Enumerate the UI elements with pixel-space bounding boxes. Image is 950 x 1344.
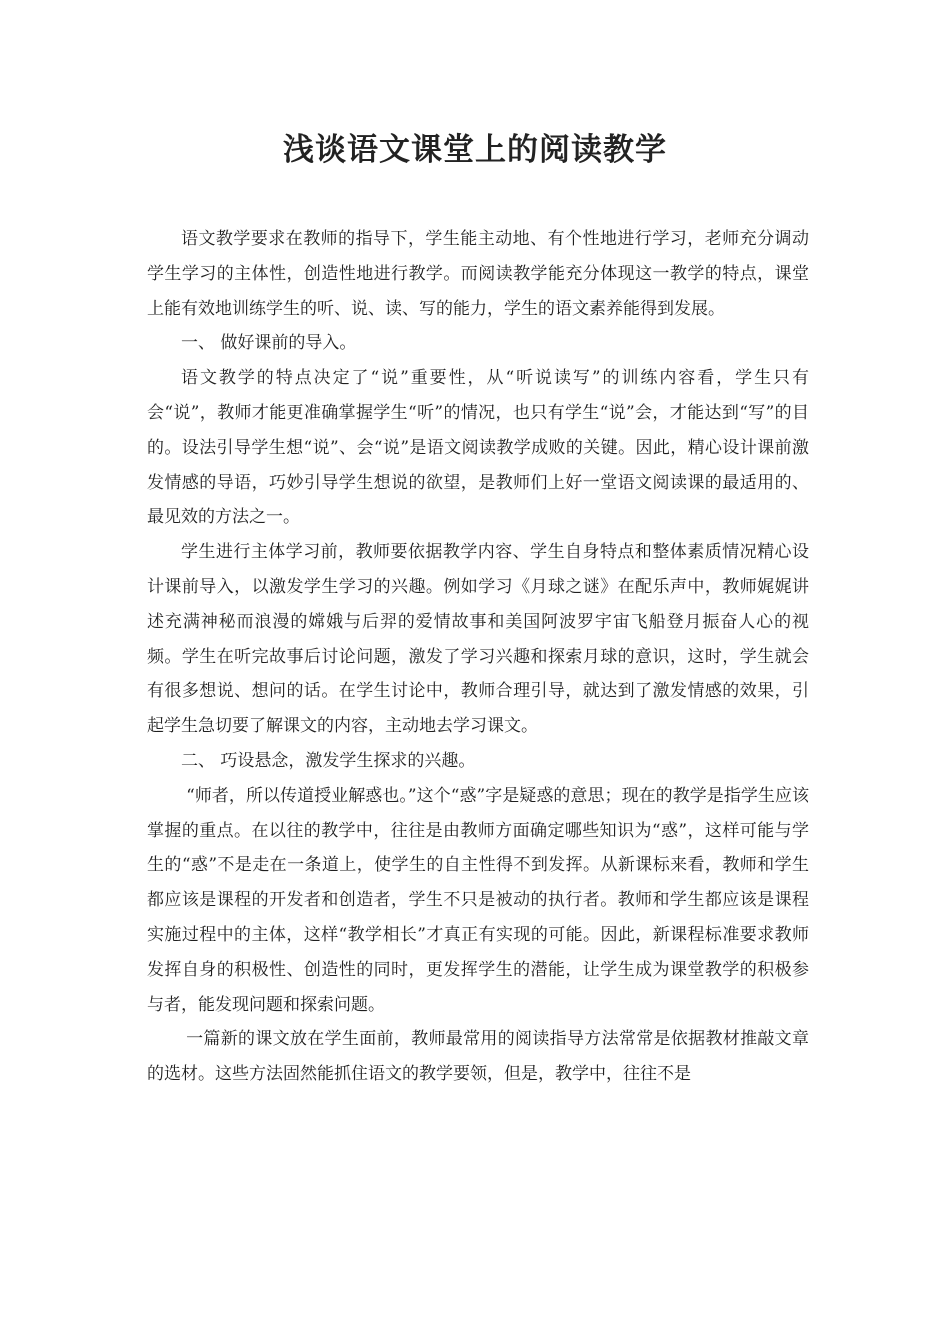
paragraph-intro: 语文教学要求在教师的指导下，学生能主动地、有个性地进行学习，老师充分调动学生学习的主体性，创造性地进行教学。而阅读教学能充分体现这一教学的特点，课堂上能有效地训练学生的听、说、读、写的能力，学生的语文素养能得到发展。 <box>147 229 809 319</box>
paragraph-new-text: 一篇新的课文放在学生面前，教师最常用的阅读指导方法常常是依据教材推敲文章的选材。这些方法固然能抓住语文的教学要领，但是，教学中，往往不是 <box>147 1029 809 1085</box>
section-heading-2: 二、 巧设悬念，激发学生探求的兴趣。 <box>181 750 476 771</box>
section-heading-1: 一、 做好课前的导入。 <box>181 333 357 354</box>
document-body <box>147 222 809 1092</box>
paragraph-lead-in-example: 学生进行主体学习前，教师要依据教学内容、学生自身特点和整体素质情况精心设计课前导入，以激发学生学习的兴趣。例如学习《月球之谜》在配乐声中，教师娓娓讲述充满神秘而浪漫的嫦娥与后羿的爱情故事和美国阿波罗宇宙飞船登月振奋人心的视频。学生在听完故事后讨论问题，激发了学习兴趣和探索月球的意识，这时，学生就会有很多想说、想问的话。在学生讨论中，教师合理引导，就达到了激发情感的效果，引起学生急切要了解课文的内容，主动地去学习课文。 <box>147 542 809 737</box>
paragraph-doubts: “师者，所以传道授业解惑也。”这个“惑”字是疑惑的意思；现在的教学是指学生应该掌握的重点。在以往的教学中，往往是由教师方面确定哪些知识为“惑”，这样可能与学生的“惑”不是走在一条道上，使学生的自主性得不到发挥。从新课标来看，教师和学生都应该是课程的开发者和创造者，学生不只是被动的执行者。教师和学生都应该是课程实施过程中的主体，这样“教学相长”才真正有实现的可能。因此，新课程标准要求教师发挥自身的积极性、创造性的同时，更发挥学生的潜能，让学生成为课堂教学的积极参与者，能发现问题和探索问题。 <box>147 785 809 1015</box>
document-title: 浅谈语文课堂上的阅读教学 <box>283 132 667 168</box>
paragraph-speaking: 语文教学的特点决定了“说”重要性，从“听说读写”的训练内容看，学生只有会“说”，教师才能更准确掌握学生“听”的情况，也只有学生“说”会，才能达到“写”的目的。设法引导学生想“说”、会“说”是语文阅读教学成败的关键。因此，精心设计课前激发情感的导语，巧妙引导学生想说的欲望，是教师们上好一堂语文阅读课的最适用的、最见效的方法之一。 <box>147 368 809 528</box>
